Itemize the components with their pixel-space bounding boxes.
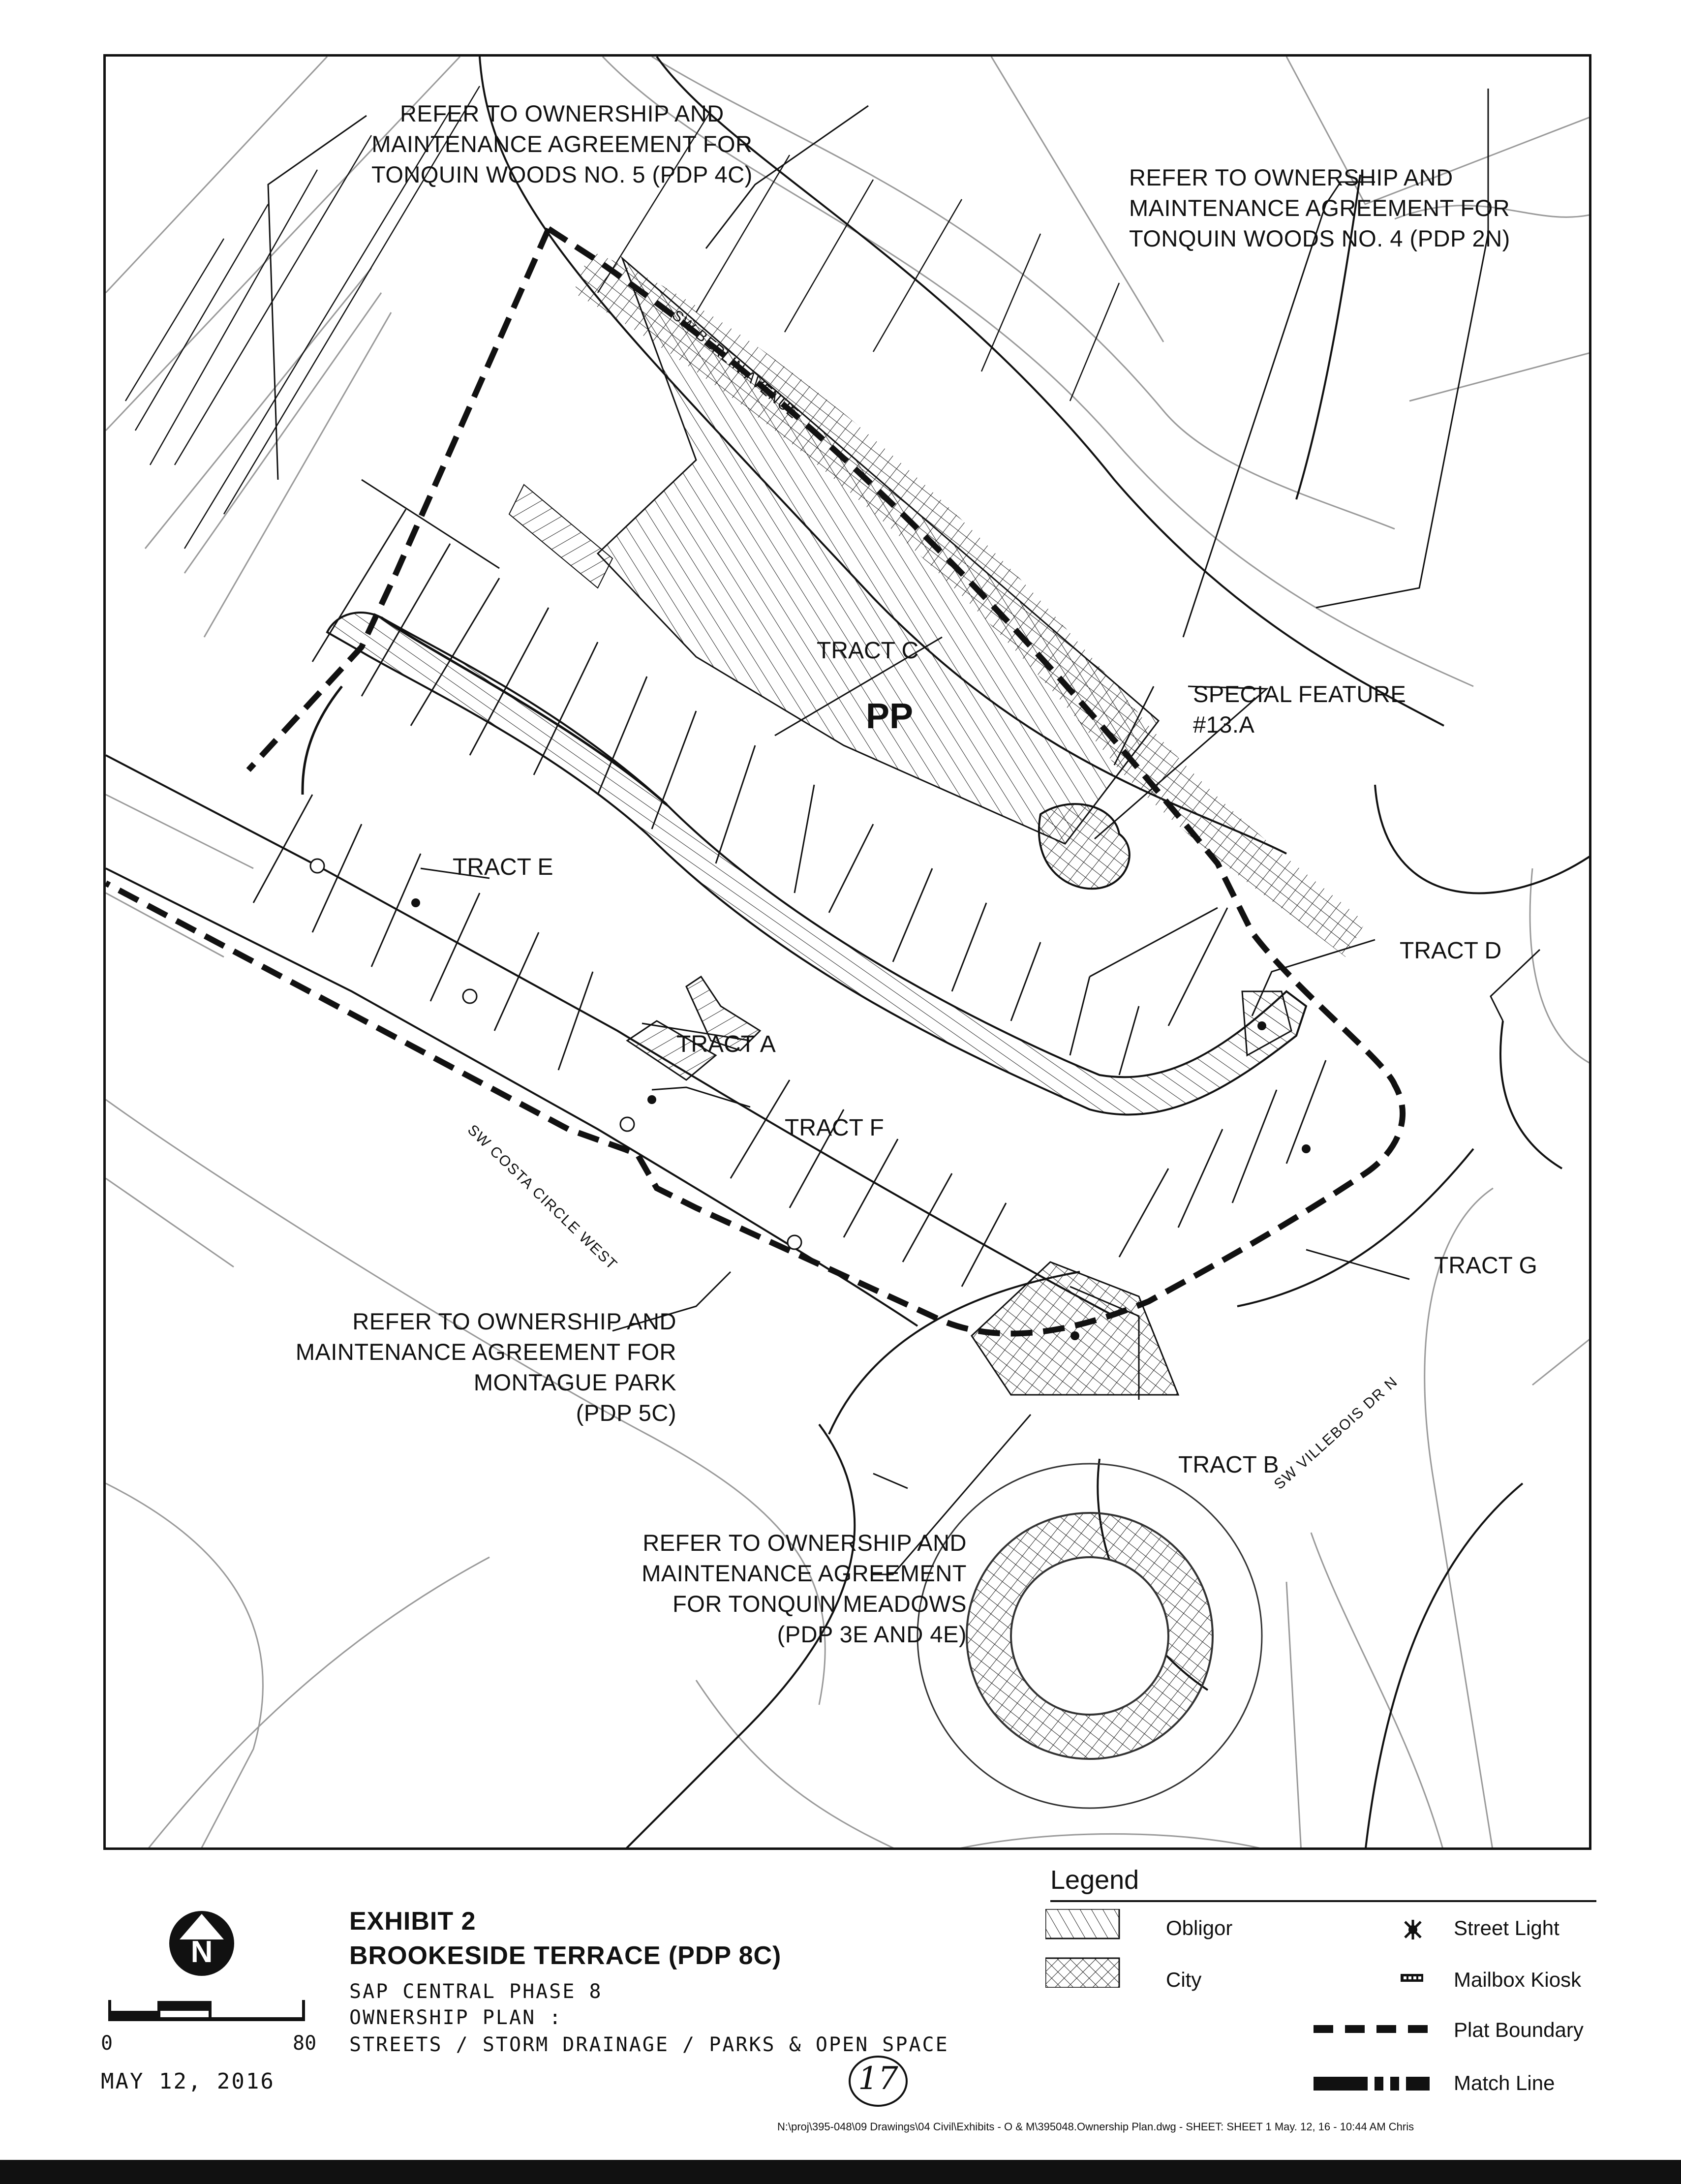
roundabout <box>917 1464 1262 1808</box>
project-title: BROOKESIDE TERRACE (PDP 8C) <box>349 1941 782 1970</box>
plat-boundary-symbol <box>1314 2023 1432 2035</box>
pp-label: PP <box>866 697 914 736</box>
callout-line: REFER TO OWNERSHIP AND <box>1129 164 1453 190</box>
tract-b-area <box>972 1262 1178 1395</box>
bottom-scan-border <box>0 2160 1681 2184</box>
tract-b-label: TRACT B <box>1178 1452 1279 1478</box>
plan-subjects: STREETS / STORM DRAINAGE / PARKS & OPEN SPACE <box>349 2033 949 2056</box>
callout-line: (PDP 5C) <box>576 1400 676 1426</box>
tract-g-label: TRACT G <box>1434 1253 1537 1279</box>
callout-line: TONQUIN WOODS NO. 5 (PDP 4C) <box>371 161 753 187</box>
legend-rule <box>1050 1900 1596 1902</box>
mailbox-kiosk-icon <box>1400 1972 1424 1984</box>
callout-line: REFER TO OWNERSHIP AND <box>642 1530 967 1556</box>
legend-mailbox-kiosk: Mailbox Kiosk <box>1454 1968 1582 1991</box>
match-line-symbol <box>1314 2075 1432 2092</box>
legend-title: Legend <box>1050 1865 1139 1895</box>
callout-line: MAINTENANCE AGREEMENT FOR <box>295 1339 676 1365</box>
callout-tonquin-meadows <box>450 1528 967 1650</box>
callout-line: MAINTENANCE AGREEMENT FOR <box>1129 195 1510 221</box>
street-sw-costa-circle-west: SW COSTA CIRCLE WEST <box>464 1121 621 1273</box>
callout-line: MONTAGUE PARK <box>473 1369 676 1395</box>
callout-line: FOR TONQUIN MEADOWS <box>672 1591 967 1617</box>
scale-start: 0 <box>101 2032 113 2055</box>
obligor-swatch <box>1045 1909 1119 1938</box>
phase-name: SAP CENTRAL PHASE 8 <box>349 1980 603 2003</box>
north-arrow-letter: N <box>190 1935 213 1969</box>
callout-line: MAINTENANCE AGREEMENT <box>642 1560 967 1586</box>
street-sw-villebois-dr-n: SW VILLEBOIS DR N <box>1271 1373 1401 1493</box>
site-plan-map <box>103 54 1591 1850</box>
scale-bar-graphic <box>103 1990 310 2027</box>
tract-e-label: TRACT E <box>453 854 553 880</box>
scale-end: 80 <box>293 2032 317 2055</box>
tract-a-label: TRACT A <box>676 1031 776 1057</box>
legend-street-light: Street Light <box>1454 1916 1559 1939</box>
callout-line: SPECIAL FEATURE <box>1193 681 1406 707</box>
callout-montague-park <box>165 1306 676 1428</box>
city-swatch <box>1045 1958 1119 1988</box>
tract-west-strip <box>509 485 612 588</box>
legend-plat-boundary: Plat Boundary <box>1454 2018 1584 2041</box>
exhibit-number: EXHIBIT 2 <box>349 1907 476 1936</box>
callout-line: REFER TO OWNERSHIP AND <box>400 100 724 126</box>
legend-city: City <box>1166 1968 1202 1991</box>
tract-c-area <box>598 258 1159 844</box>
scale-bar <box>103 1990 310 2027</box>
callout-special-feature <box>1193 679 1406 740</box>
tract-f-label: TRACT F <box>785 1115 884 1141</box>
callout-tonquin-woods-5 <box>371 98 753 190</box>
callout-line: MAINTENANCE AGREEMENT FOR <box>371 131 753 157</box>
tract-c-label: TRACT C <box>817 638 919 664</box>
north-arrow <box>167 1909 236 1978</box>
legend-obligor: Obligor <box>1166 1916 1233 1939</box>
plan-date: MAY 12, 2016 <box>101 2069 275 2094</box>
special-feature-blob <box>1039 804 1130 889</box>
callout-tonquin-woods-4 <box>1129 162 1510 254</box>
legend-swatches <box>1045 1909 1124 1988</box>
page-number-text: 17 <box>858 2061 898 2097</box>
callout-line: TONQUIN WOODS NO. 4 (PDP 2N) <box>1129 225 1510 251</box>
legend-match-line: Match Line <box>1454 2071 1555 2094</box>
callout-line: REFER TO OWNERSHIP AND <box>352 1308 676 1334</box>
file-path-footer: N:\proj\395-048\09 Drawings\04 Civil\Exhibits - O & M\395048.Ownership Plan.dwg - SHEET: SHEET 1 May. 12, 16 - 10:44 AM Chris <box>777 2121 1414 2133</box>
callout-line: (PDP 3E AND 4E) <box>777 1621 967 1647</box>
plan-name: OWNERSHIP PLAN : <box>349 2006 563 2029</box>
callout-line: #13.A <box>1193 711 1255 738</box>
street-sw-berlin-avenue: SW BERLIN AVENUE <box>669 307 802 423</box>
handwritten-page-number <box>846 2052 910 2111</box>
street-light-icon <box>1402 1919 1424 1940</box>
tract-d-label: TRACT D <box>1400 938 1502 964</box>
